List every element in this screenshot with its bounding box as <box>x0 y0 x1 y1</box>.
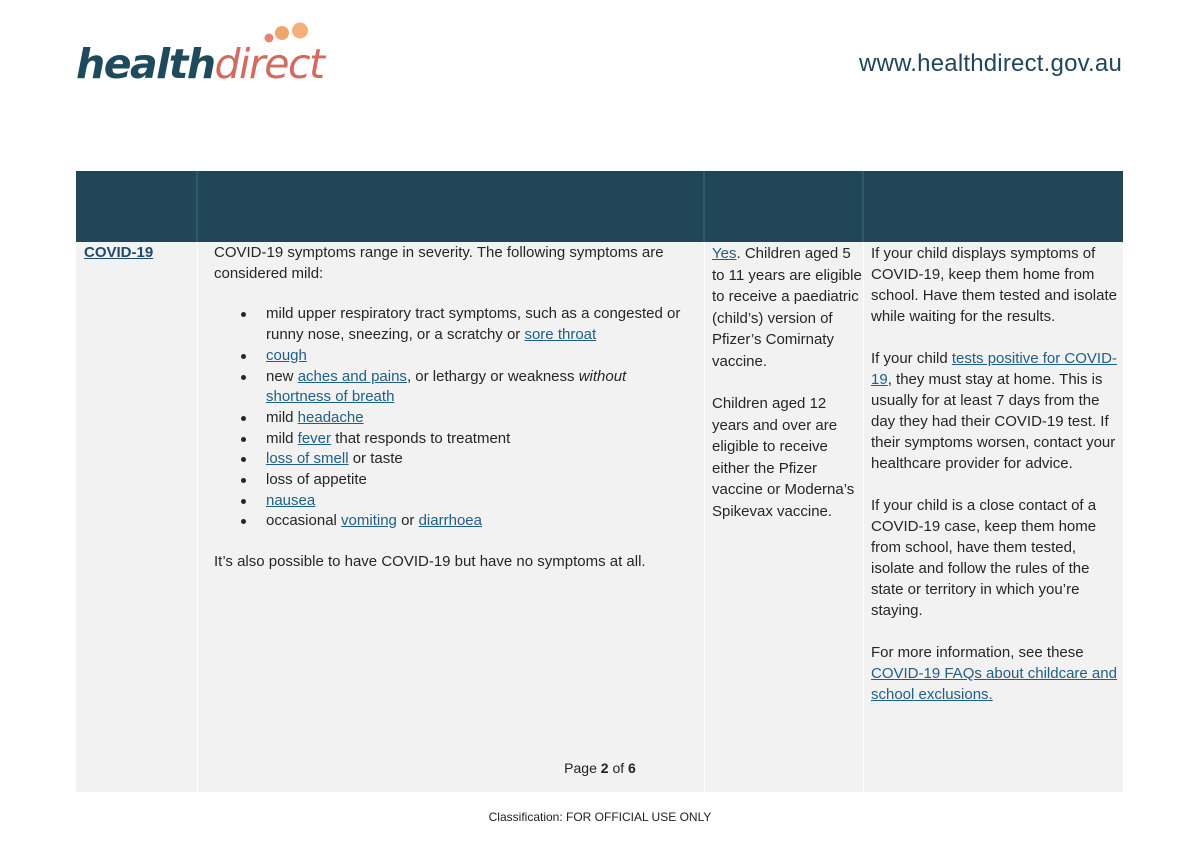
condition-cell <box>84 242 194 264</box>
column-divider <box>863 242 864 792</box>
list-item: mild upper respiratory tract symptoms, such as a congested or runny nose, sneezing, or a scratchy or sore throat <box>266 304 694 345</box>
column-divider <box>704 242 705 792</box>
shortness-of-breath-link[interactable]: shortness of breath <box>266 388 395 406</box>
page-number: Page 2 of 6 <box>564 760 636 776</box>
condition-link[interactable]: COVID-19 <box>84 244 154 261</box>
vaccine-cell <box>712 242 862 522</box>
symptoms-outro: It’s also possible to have COVID-19 but have no symptoms at all. <box>214 553 646 571</box>
symptoms-cell <box>214 242 694 573</box>
list-item: loss of appetite <box>266 470 694 491</box>
table-row <box>76 242 1123 792</box>
loss-of-smell-link[interactable]: loss of smell <box>266 450 349 468</box>
list-item: occasional vomiting or diarrhoea <box>266 511 694 532</box>
site-url[interactable]: www.healthdirect.gov.au <box>859 50 1122 77</box>
vomiting-link[interactable]: vomiting <box>341 512 397 530</box>
covid-faqs-link[interactable]: COVID-19 FAQs about childcare and school exclusions. <box>871 665 1117 703</box>
aches-and-pains-link[interactable]: aches and pains <box>297 367 407 385</box>
advice-paragraph-3: If your child is a close contact of a COVID-19 case, keep them home from school, have them tested, isolate and follow the rules of the state or territory in which you’re staying. <box>871 497 1097 619</box>
cough-link[interactable]: cough <box>266 346 307 364</box>
advice-paragraph-4: For more information, see these COVID-19 FAQs about childcare and school exclusions. <box>871 644 1117 703</box>
vaccine-paragraph-2: Children aged 12 years and over are eligible to receive either the Pfizer vaccine or Moderna’s Spikevax vaccine. <box>712 395 855 520</box>
list-item: mild fever that responds to treatment <box>266 429 694 450</box>
logo-wordmark <box>76 40 324 88</box>
advice-paragraph-2: If your child tests positive for COVID-19, they must stay at home. This is usually for at least 7 days from the day they had their COVID-19 test. If their symptoms worsen, contact your healthcare provider for advice. <box>871 350 1117 472</box>
fever-link[interactable]: fever <box>297 429 332 447</box>
logo-direct: direct <box>214 40 324 88</box>
column-divider <box>197 242 198 792</box>
headache-link[interactable]: headache <box>297 408 364 426</box>
logo-health: health <box>76 40 215 88</box>
list-item <box>266 491 694 512</box>
advice-cell <box>871 242 1121 705</box>
symptoms-intro: COVID-19 symptoms range in severity. The following symptoms are considered mild: <box>214 244 664 282</box>
sore-throat-link[interactable]: sore throat <box>524 326 597 344</box>
exclusion-table <box>76 171 1123 792</box>
list-item: new aches and pains, or lethargy or weakness without shortness of breath <box>266 367 694 408</box>
header-divider <box>196 171 198 242</box>
tests-positive-link[interactable]: tests positive for COVID-19 <box>871 350 1117 388</box>
list-item: mild headache <box>266 408 694 429</box>
symptoms-list <box>214 304 694 532</box>
vaccine-paragraph: Yes. Children aged 5 to 11 years are eligible to receive a paediatric (child’s) version of Pfizer’s Comirnaty vaccine. <box>712 245 862 370</box>
healthdirect-logo <box>76 22 324 92</box>
vaccine-yes-link[interactable]: Yes <box>712 245 737 262</box>
table-header-row <box>76 171 1123 242</box>
header-divider <box>862 171 864 242</box>
advice-paragraph-1: If your child displays symptoms of COVID-19, keep them home from school. Have them tested and isolate while waiting for the results. <box>871 245 1117 325</box>
list-item: loss of smell or taste <box>266 449 694 470</box>
classification-label: Classification: FOR OFFICIAL USE ONLY <box>488 810 712 824</box>
list-item <box>266 346 694 367</box>
diarrhoea-link[interactable]: diarrhoea <box>418 512 482 530</box>
header-divider <box>703 171 705 242</box>
nausea-link[interactable]: nausea <box>266 491 316 509</box>
